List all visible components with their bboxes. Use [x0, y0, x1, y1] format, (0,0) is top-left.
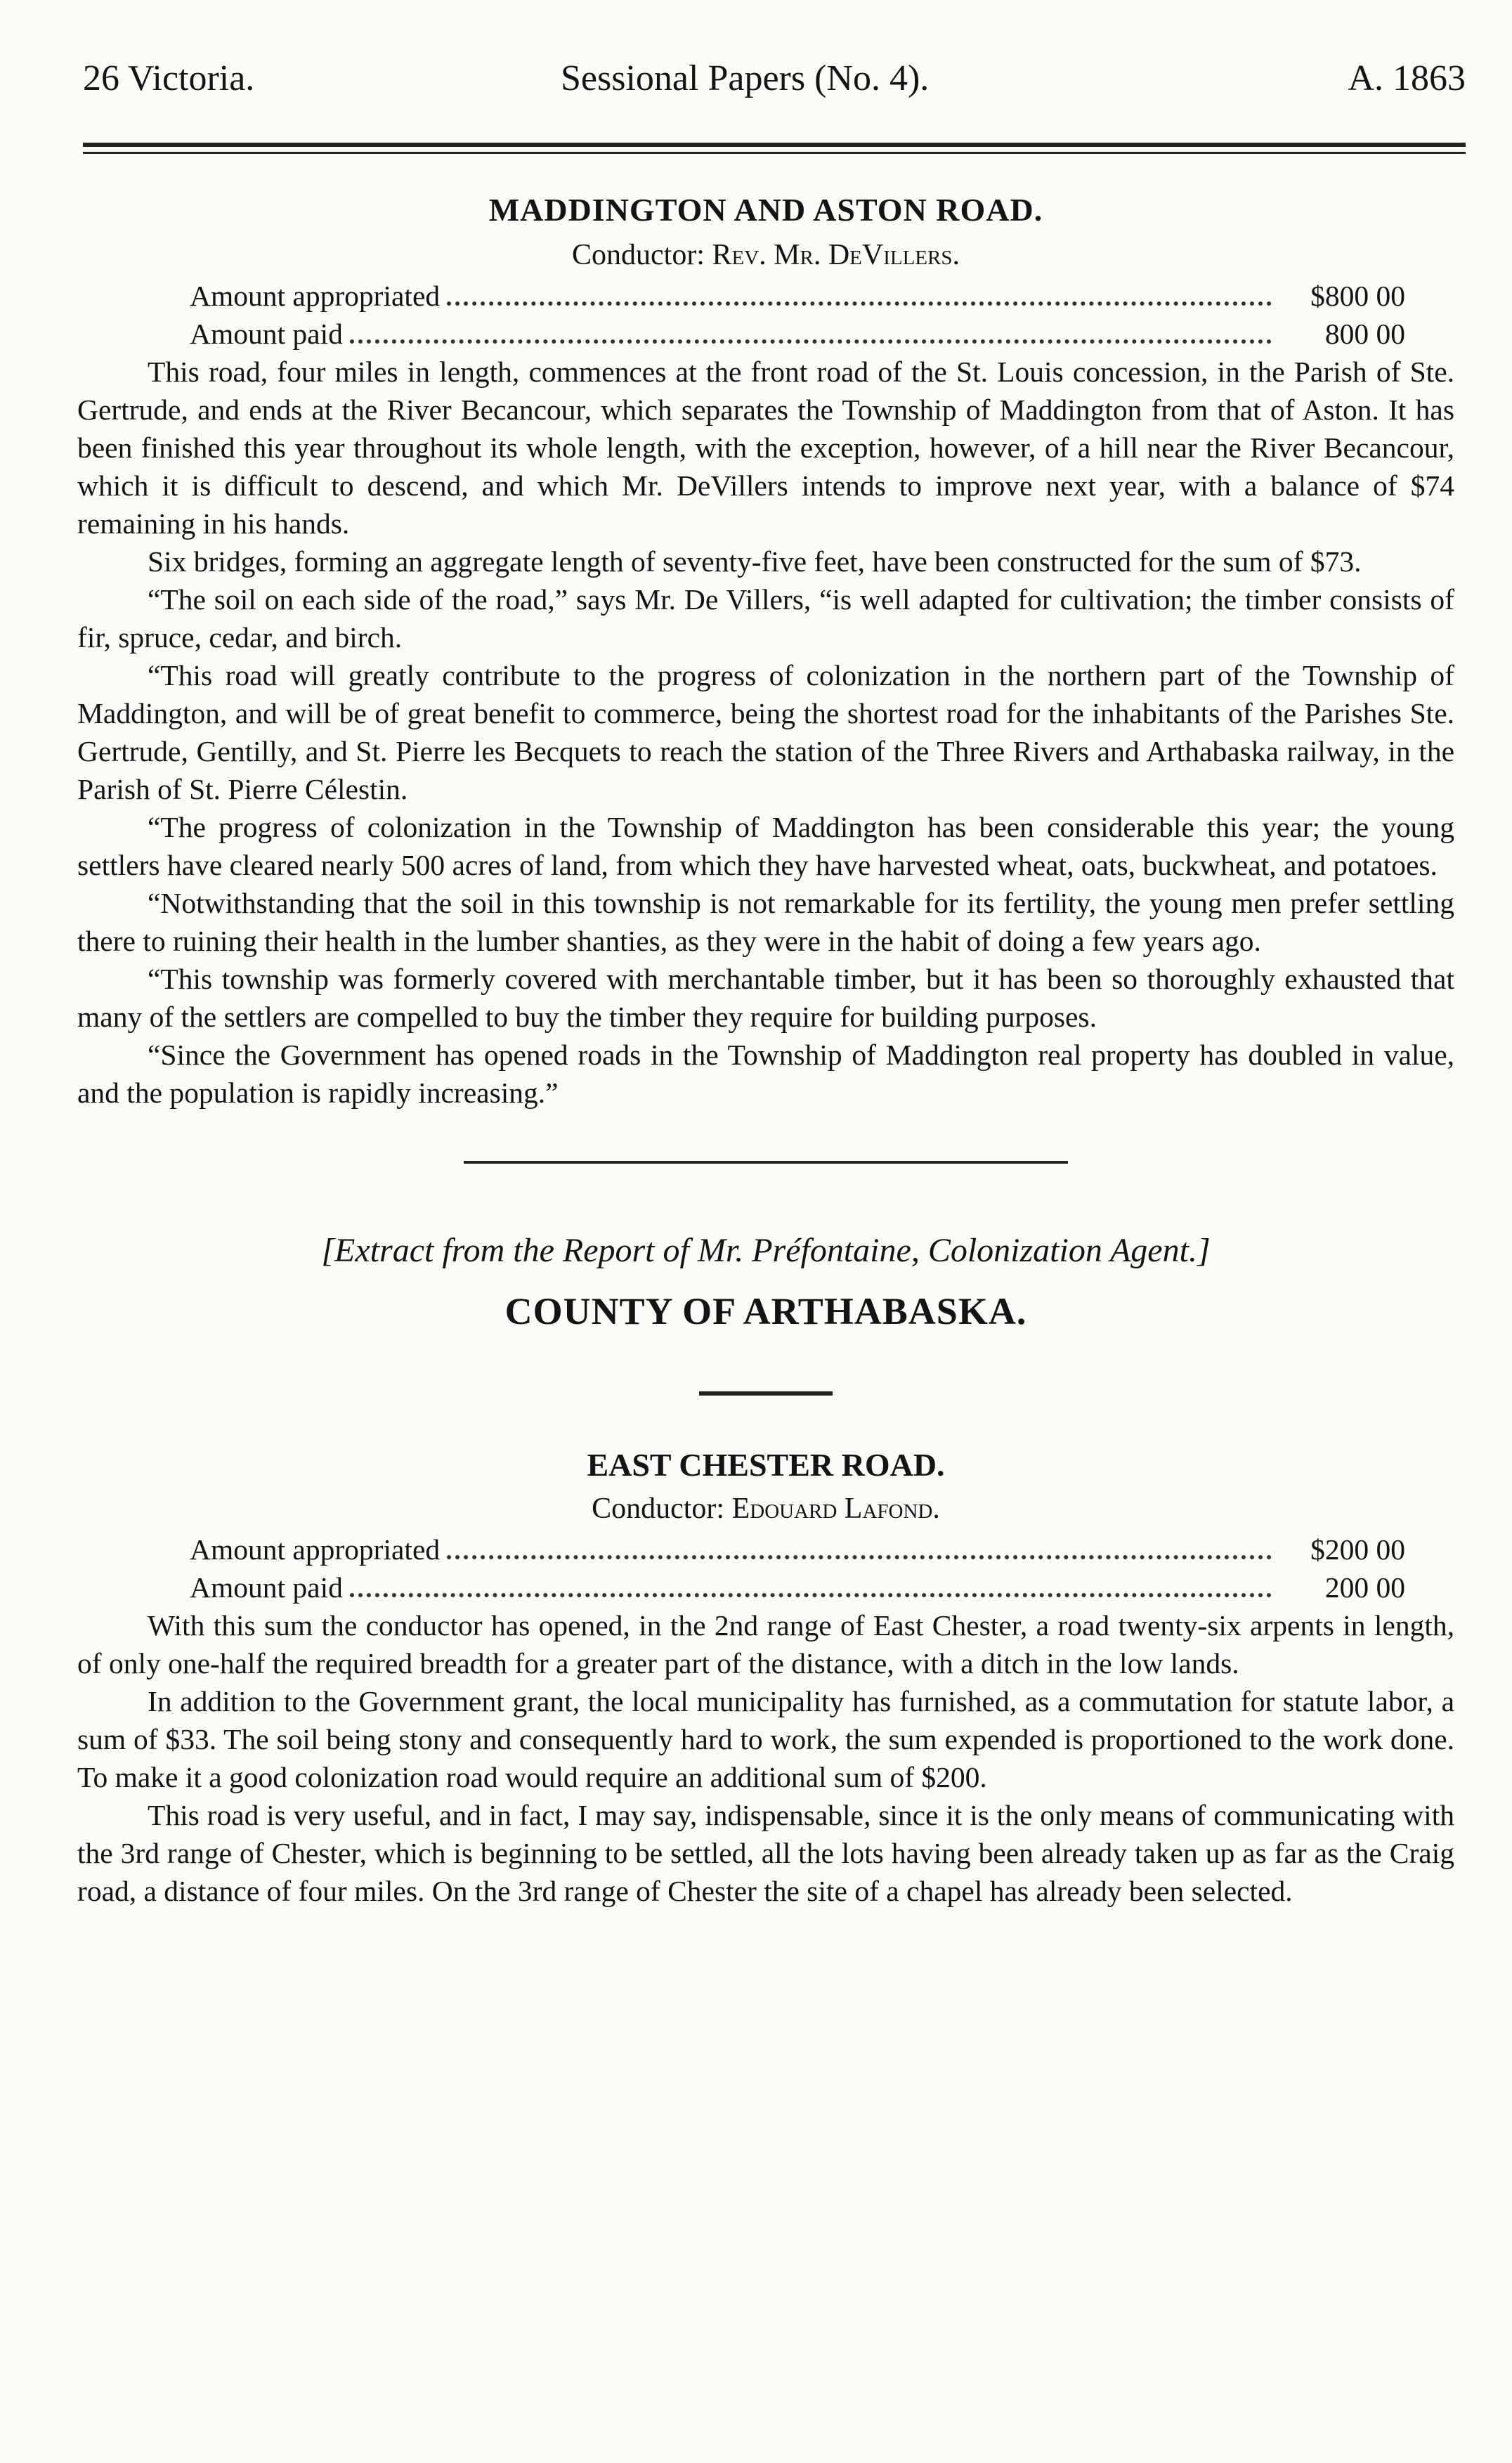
- amount-label: Amount appropriated: [190, 1533, 441, 1566]
- paragraph: “This road will greatly contribute to the progress of colonization in the northern part of the Township of Maddington, and will be of great benefit to commerce, being the shortest road for the inhabitants of the Parishes Ste. Gertrude, Gentilly, and St. Pierre les Becquets to reach the station of the Three Rivers and Arthabaska railway, in the Parish of St. Pierre Célestin.: [77, 659, 1454, 805]
- section-divider: [464, 1161, 1068, 1164]
- amount-value: 800 00: [1324, 318, 1405, 350]
- amount-value: 200 00: [1324, 1571, 1405, 1604]
- paragraph: “Notwithstanding that the soil in this township is not remarkable for its fertility, the young men prefer settling there to ruining their health in the lumber shanties, as they were in the habit of doing a few years ago.: [77, 887, 1454, 957]
- paragraph: This road, four miles in length, commences at the front road of the St. Louis concession, in the Parish of Ste. Gertrude, and ends at the River Becancour, which separates the Township of Maddington from that of Aston. It has been finished this year throughout its whole length, with the exception, however, of a hill near the River Becancour, which it is difficult to descend, and which Mr. DeVillers intends to improve next year, with a balance of $74 remaining in his hands.: [77, 356, 1454, 540]
- amount-row: [190, 1531, 1405, 1568]
- paragraph: In addition to the Government grant, the local municipality has furnished, as a commutation for statute labor, a sum of $33. The soil being stony and consequently hard to work, the sum expended is proportioned to the work done. To make it a good colonization road would require an additional sum of $200.: [77, 1685, 1454, 1793]
- paragraph: Six bridges, forming an aggregate length of seventy-five feet, have been constructed for the sum of $73.: [148, 545, 1362, 578]
- page-header: [83, 51, 1466, 107]
- paragraph: “The progress of colonization in the Township of Maddington has been considerable this year; the young settlers have cleared nearly 500 acres of land, from which they have harvested wheat, oats, buckwheat, and potatoes.: [77, 811, 1454, 881]
- dot-leader: [447, 1555, 1272, 1559]
- header-rule: [83, 143, 1466, 154]
- amount-row: [190, 277, 1405, 315]
- conductor-label: Conductor:: [592, 1493, 725, 1525]
- dot-leader: [447, 301, 1272, 306]
- conductor-name: Rev. Mr. DeVillers.: [712, 239, 960, 271]
- amount-label: Amount paid: [190, 1571, 343, 1604]
- page-content: [77, 188, 1454, 1910]
- conductor-line: [77, 236, 1454, 274]
- amount-row: [190, 1568, 1405, 1606]
- paragraph: With this sum the conductor has opened, in the 2nd range of East Chester, a road twenty-six arpents in length, of only one-half the required breadth for a greater part of the distance, with a ditch in the low lands.: [77, 1609, 1454, 1679]
- amount-value: $800 00: [1310, 280, 1405, 312]
- extract-heading: [Extract from the Report of Mr. Préfontaine, Colonization Agent.]: [321, 1232, 1211, 1269]
- header-volume: 26 Victoria.: [83, 58, 255, 98]
- section-title: EAST CHESTER ROAD.: [587, 1447, 945, 1483]
- amount-value: $200 00: [1310, 1533, 1405, 1566]
- amount-label: Amount paid: [190, 318, 343, 350]
- dot-leader: [350, 1593, 1272, 1597]
- paragraph: This road is very useful, and in fact, I may say, indispensable, since it is the only means of communicating with the 3rd range of Chester, which is beginning to be settled, all the lots having been already taken up as far as the Craig road, a distance of four miles. On the 3rd range of Chester the site of a chapel has already been selected.: [77, 1799, 1454, 1907]
- amount-label: Amount appropriated: [190, 280, 441, 312]
- paragraph: “The soil on each side of the road,” says Mr. De Villers, “is well adapted for cultivation; the timber consists of fir, spruce, cedar, and birch.: [77, 583, 1454, 654]
- conductor-line: [77, 1490, 1454, 1528]
- county-divider: [699, 1391, 833, 1396]
- section-title: MADDINGTON AND ASTON ROAD.: [488, 192, 1043, 228]
- county-heading: COUNTY OF ARTHABASKA.: [504, 1290, 1027, 1332]
- conductor-label: Conductor:: [572, 239, 705, 271]
- header-year: A. 1863: [1348, 58, 1466, 98]
- dot-leader: [350, 339, 1272, 344]
- paragraph: “This township was formerly covered with merchantable timber, but it has been so thoroughly exhausted that many of the settlers are compelled to buy the timber they require for building purposes.: [77, 963, 1454, 1033]
- amount-row: [190, 315, 1405, 353]
- conductor-name: Edouard Lafond.: [731, 1493, 940, 1525]
- paragraph: “Since the Government has opened roads in the Township of Maddington real property has doubled in value, and the population is rapidly increasing.”: [77, 1039, 1454, 1109]
- header-title: Sessional Papers (No. 4).: [561, 58, 930, 98]
